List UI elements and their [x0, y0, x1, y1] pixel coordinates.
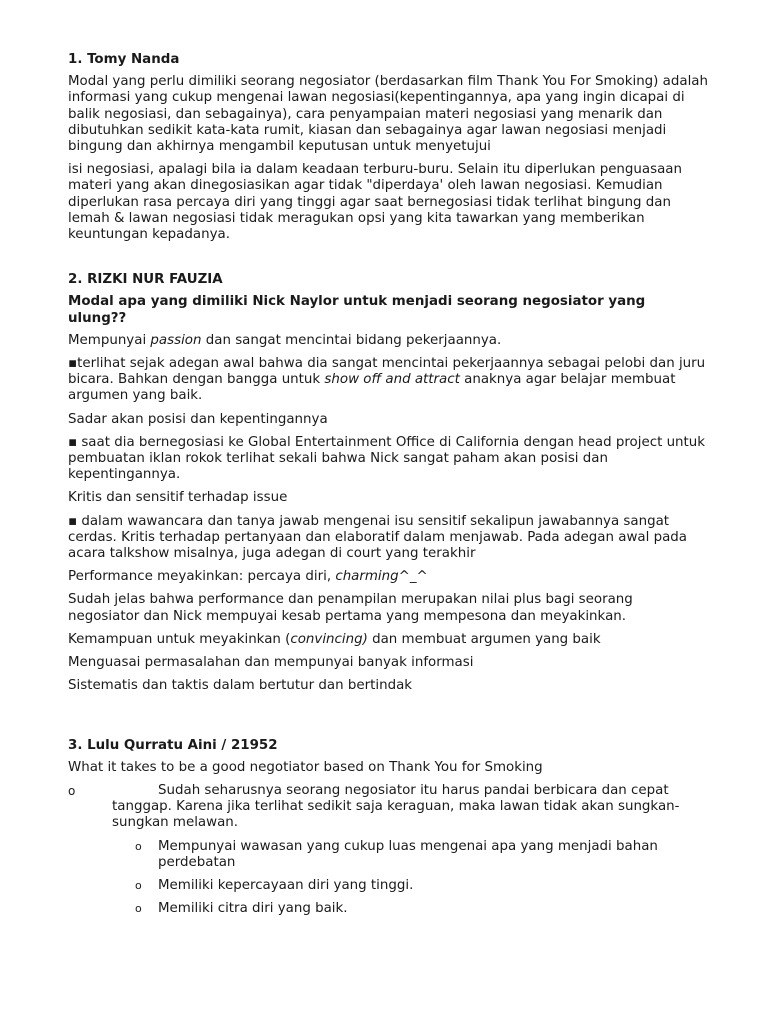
bullet-marker-icon: o [135, 902, 142, 916]
paragraph: Sistematis dan taktis dalam bertutur dan bertindak [68, 678, 413, 694]
paragraph: ▪terlihat sejak adegan awal bahwa dia sangat mencintai pekerjaannya sebagai pelobi dan juru bicara. Bahkan dengan bangga untuk show off and attract anaknya agar belajar membuat argumen yang baik. [68, 356, 706, 404]
question-text: Modal apa yang dimiliki Nick Naylor untuk menjadi seorang negosiator yang ulung?? [68, 294, 646, 326]
paragraph: Sudah jelas bahwa performance dan penampilan merupakan nilai plus bagi seorang negosiator dan Nick mempuyai kesab pertama yang mempesona dan meyakinkan. [68, 592, 633, 624]
list-item [68, 901, 708, 917]
paragraph: Sadar akan posisi dan kepentingannya [68, 411, 328, 427]
paragraph: Mempunyai passion dan sangat mencintai bidang pekerjaannya. [68, 332, 502, 348]
paragraph: Kemampuan untuk meyakinkan (convincing) dan membuat argumen yang baik [68, 631, 601, 647]
section-heading: 1. Tomy Nanda [68, 52, 180, 67]
list-item-text: Memiliki kepercayaan diri yang tinggi. [158, 877, 414, 893]
list-item-text: Memiliki citra diri yang baik. [158, 901, 348, 917]
bullet-marker-icon: o [68, 783, 76, 798]
section-heading: 2. RIZKI NUR FAUZIA [68, 272, 223, 288]
list-item-text: Mempunyai wawasan yang cukup luas mengenai apa yang menjadi bahan perdebatan [158, 838, 658, 870]
list-item [68, 783, 708, 832]
section-heading: 3. Lulu Qurratu Aini / 21952 [68, 737, 278, 753]
bullet-marker-icon: o [135, 878, 142, 892]
paragraph: What it takes to be a good negotiator based on Thank You for Smoking [68, 759, 543, 775]
list-item [68, 839, 708, 871]
paragraph: ▪ saat dia bernegosiasi ke Global Entertainment Office di California dengan head project untuk pembuatan iklan rokok terlihat sekali bahwa Nick sangat paham akan posisi dan kepentingannya. [68, 434, 706, 483]
section-rizki-nur-fauzia [68, 272, 708, 694]
list-item [68, 878, 708, 894]
list-item-text: Sudah seharusnya seorang negosiator itu harus pandai berbicara dan cepat tanggap. Karena jika terlihat sedikit saja keraguan, maka lawan tidak akan sungkan-sungkan melawan. [112, 782, 680, 831]
paragraph: Kritis dan sensitif terhadap issue [68, 490, 288, 506]
paragraph: Performance meyakinkan: percaya diri, charming^_^ [68, 569, 428, 585]
section-tomy-nanda [68, 52, 708, 243]
paragraph: Menguasai permasalahan dan mempunyai banyak informasi [68, 655, 474, 671]
bullet-marker-icon: o [135, 839, 142, 853]
paragraph: isi negosiasi, apalagi bila ia dalam keadaan terburu-buru. Selain itu diperlukan penguasaan materi yang akan dinegosiasikan agar tidak "diperdaya' oleh lawan negosiasi. Kemudian diperlukan rasa percaya diri yang tinggi agar saat bernegosiasi tidak terlihat bingung dan lemah & lawan negosiasi tidak meragukan opsi yang kita tawarkan yang memberikan keuntungan kepadanya. [68, 162, 682, 243]
section-lulu-qurratu-aini [68, 738, 708, 918]
paragraph: Modal yang perlu dimiliki seorang negosiator (berdasarkan film Thank You For Smoking) adalah informasi yang cukup mengenai lawan negosiasi(kepentingannya, apa yang ingin dicapai di balik negosiasi, dan sebagainya), cara penyampaian materi negosiasi yang menarik dan dibutuhkan sedikit kata-kata rumit, kiasan dan sebagainya agar lawan negosiasi menjadi bingung dan akhirnya mengambil keputusan untuk menyetujui [68, 74, 708, 155]
paragraph: ▪ dalam wawancara dan tanya jawab mengenai isu sensitif sekalipun jawabannya sangat cerdas. Kritis terhadap pertanyaan dan elaboratif dalam menjawab. Pada adegan awal pada acara talkshow misalnya, juga adegan di court yang terakhir [68, 513, 687, 562]
